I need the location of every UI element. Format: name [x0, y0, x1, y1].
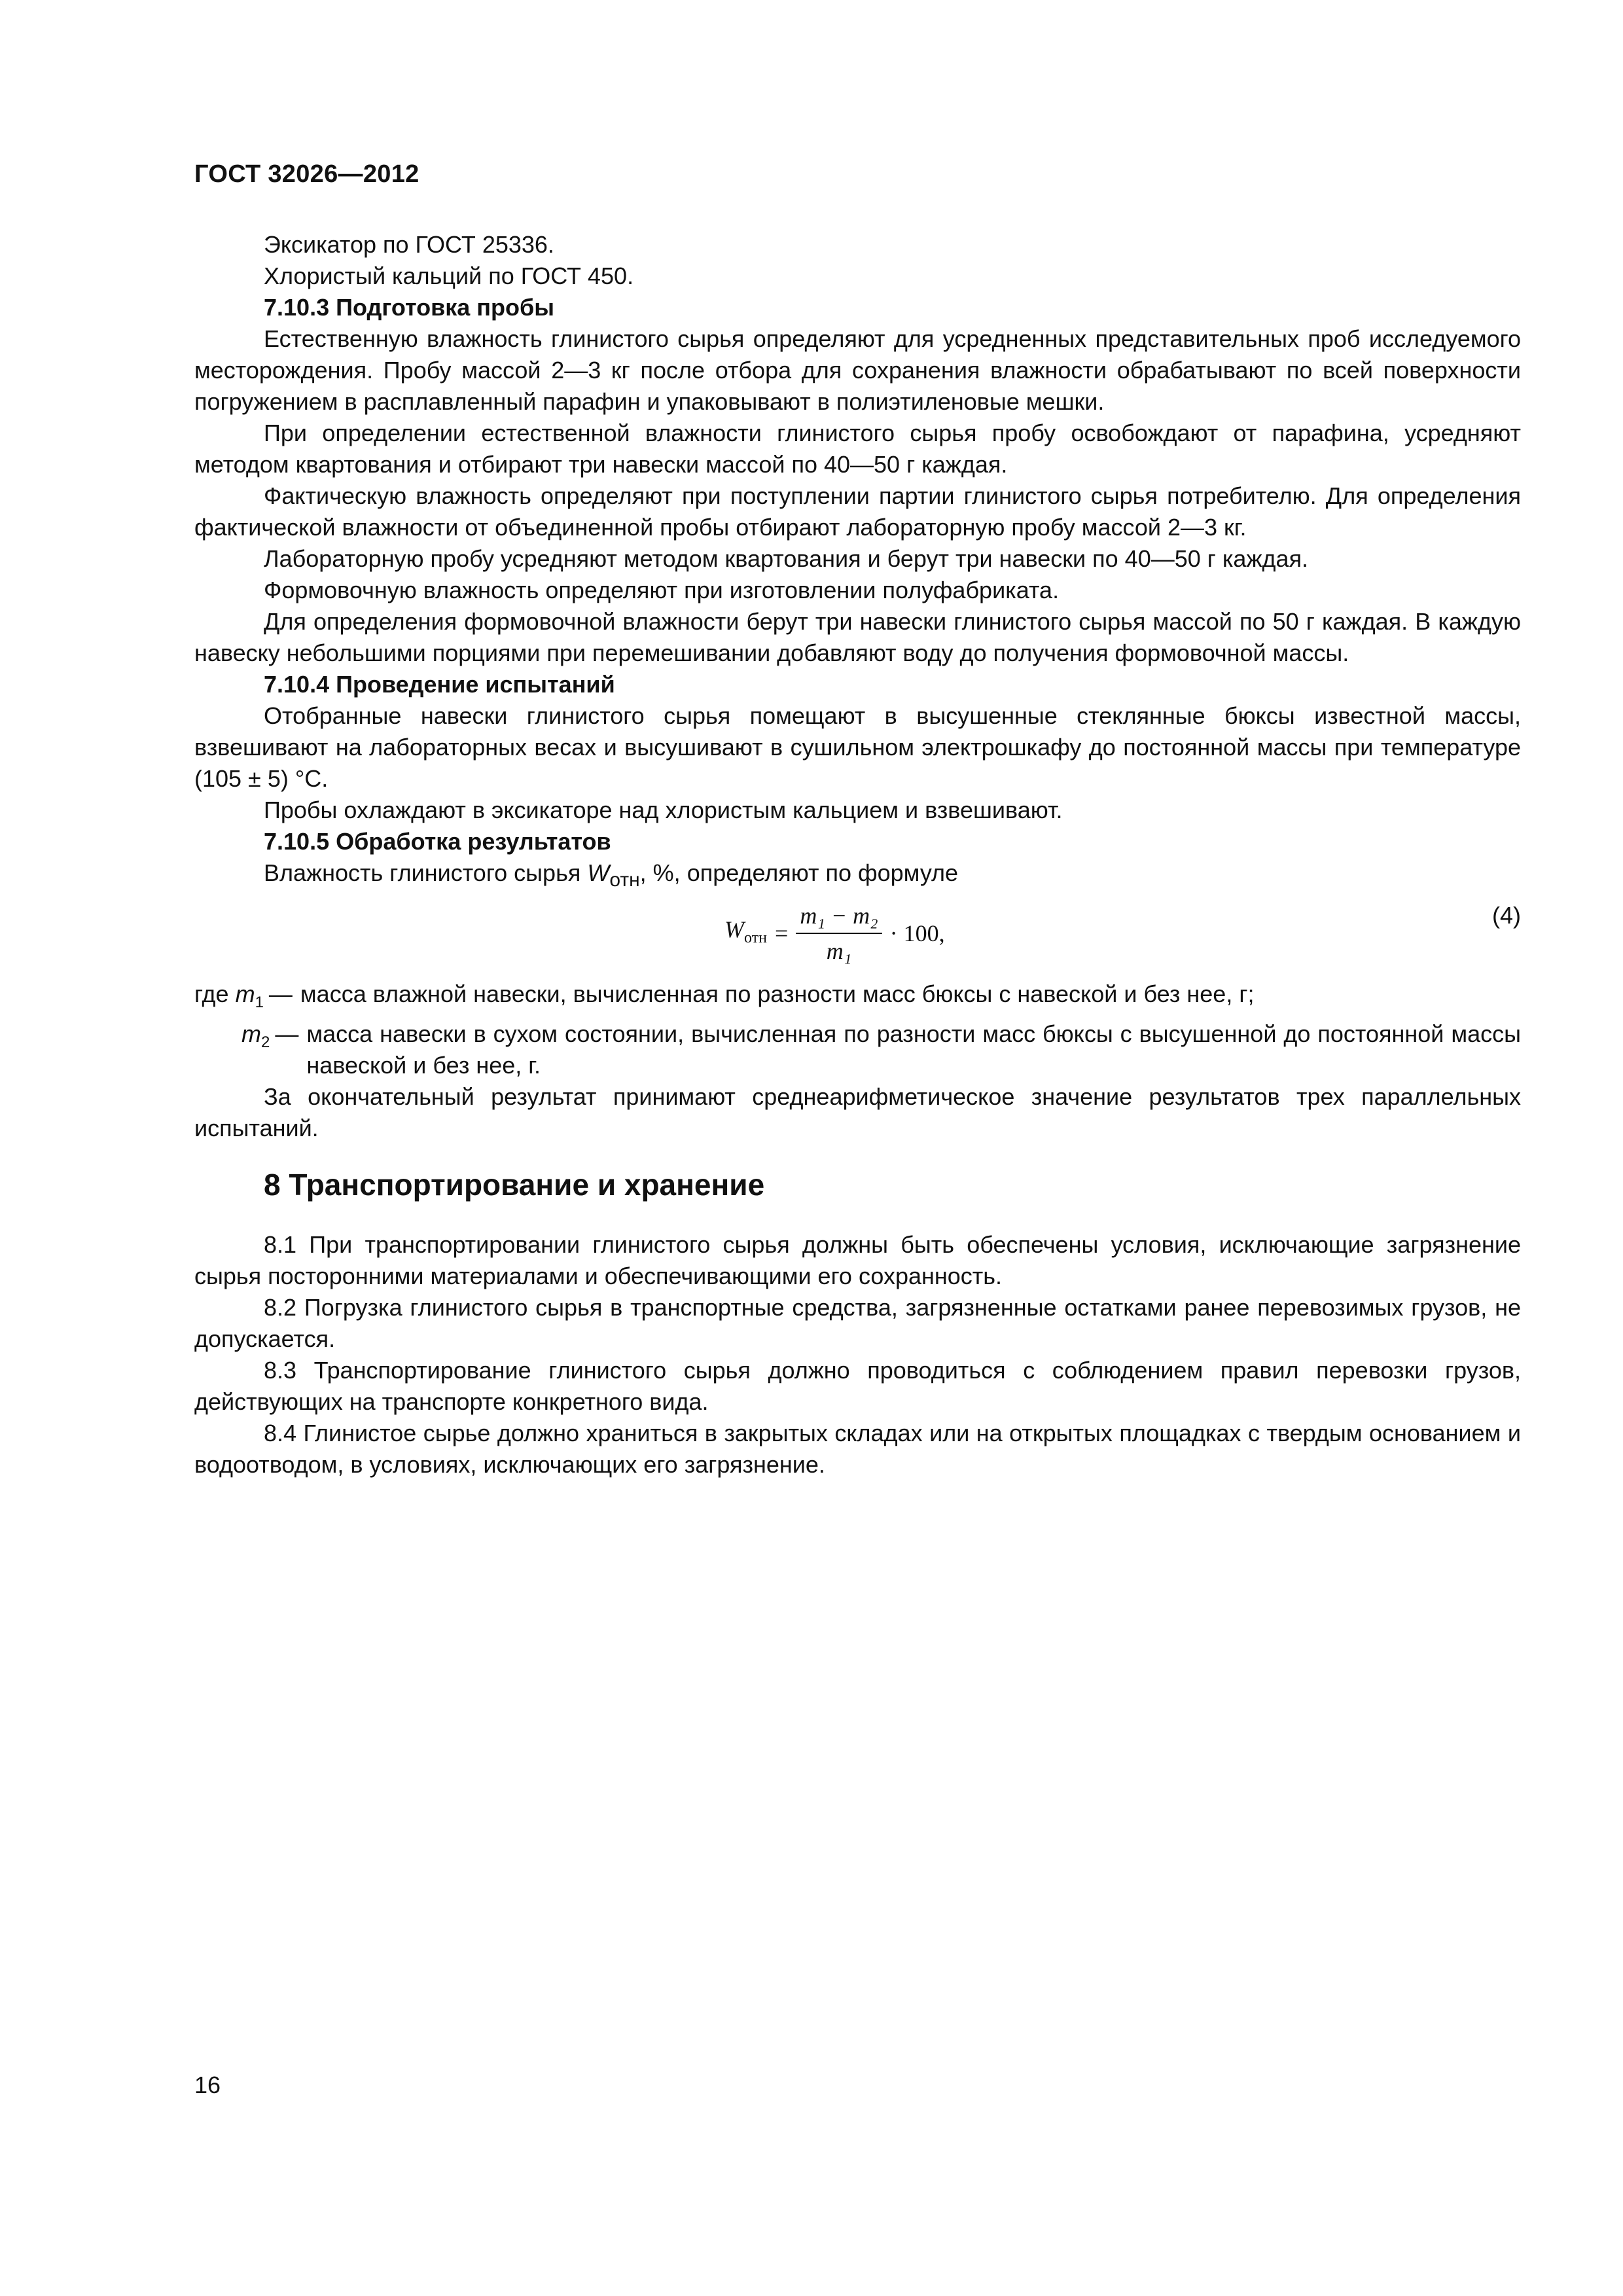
formula-numerator: m₁ − m₂: [796, 900, 882, 934]
section-heading-8: 8 Транспортирование и хранение: [264, 1168, 765, 1202]
paragraph: Отобранные навески глинистого сырья помещают в высушенные стеклянные бюксы известной массы, взвешивают на лабораторных весах и высушивают в сушильном электрошкафу до постоянной массы при температуре (105 ± 5) °С.: [194, 702, 1521, 792]
paragraph: 8.2 Погрузка глинистого сырья в транспортные средства, загрязненные остатками ранее перевозимых грузов, не допускается.: [194, 1294, 1521, 1353]
page-number: 16: [194, 2072, 221, 2098]
paragraph: Фактическую влажность определяют при поступлении партии глинистого сырья потребителю. Для определения фактической влажности от объединенной пробы отбирают лабораторную пробу массой 2—3 кг.: [194, 482, 1521, 541]
subsection-heading-7-10-3: 7.10.3 Подготовка пробы: [264, 294, 554, 321]
where-word: где: [194, 980, 229, 1008]
formula-tail: · 100,: [889, 920, 945, 947]
subsection-heading-7-10-5: 7.10.5 Обработка результатов: [264, 828, 611, 855]
paragraph: Формовочную влажность определяют при изготовлении полуфабриката.: [264, 577, 1060, 603]
paragraph: 8.4 Глинистое сырье должно храниться в закрытых складах или на открытых площадках с твердым основанием и водоотводом, в условиях, исключающих его загрязнение.: [194, 1420, 1521, 1479]
paragraph: Пробы охлаждают в эксикаторе над хлористым кальцием и взвешивают.: [264, 797, 1063, 823]
paragraph: За окончательный результат принимают среднеарифметическое значение результатов трех параллельных испытаний.: [194, 1083, 1521, 1142]
formula-fraction: [796, 900, 882, 967]
formula-intro: Влажность глинистого сырья $W_{отн}$, %, определяют по формуле: [264, 859, 959, 891]
paragraph: При определении естественной влажности глинистого сырья пробу освобождают от парафина, усредняют методом квартования и отбирают три навески массой по 40—50 г каждая.: [194, 420, 1521, 478]
formula-lhs: $W_{отн}$: [724, 916, 768, 946]
definition-m2: $m_2$ — масса навески в сухом состоянии, вычисленная по разности масс бюксы с высушенной до постоянной массы навеской и без нее, г.: [241, 1020, 1521, 1079]
variable-w: W: [587, 859, 610, 886]
subsection-heading-7-10-4: 7.10.4 Проведение испытаний: [264, 671, 615, 698]
formula-equals: =: [775, 920, 789, 947]
paragraph: Эксикатор по ГОСТ 25336.: [264, 231, 554, 258]
paragraph: Лабораторную пробу усредняют методом квартования и берут три навески по 40—50 г каждая.: [264, 545, 1309, 572]
definition-m1: где $m_1$ — масса влажной навески, вычисленная по разности масс бюксы с навеской и без нее, г;: [194, 980, 1255, 1012]
formula-number: (4): [1492, 902, 1521, 929]
paragraph: Естественную влажность глинистого сырья определяют для усредненных представительных проб исследуемого месторождения. Пробу массой 2—3 кг после отбора для сохранения влажности обрабатывают по всей поверхности погружением в расплавленный парафин и упаковывают в полиэтиленовые мешки.: [194, 325, 1521, 415]
moisture-formula: [724, 897, 945, 969]
document-body: [194, 229, 1521, 1480]
formula-denominator: m₁: [826, 938, 852, 965]
document-code: ГОСТ 32026—2012: [194, 160, 419, 188]
paragraph: Для определения формовочной влажности берут три навески глинистого сырья массой по 50 г каждая. В каждую навеску небольшими порциями при перемешивании добавляют воду до получения формовочной массы.: [194, 608, 1521, 666]
paragraph: Хлористый кальций по ГОСТ 450.: [264, 262, 634, 289]
paragraph: 8.1 При транспортировании глинистого сырья должны быть обеспечены условия, исключающие загрязнение сырья посторонними материалами и обеспечивающими его сохранность.: [194, 1231, 1521, 1290]
formula-block: [194, 897, 1521, 969]
paragraph: 8.3 Транспортирование глинистого сырья должно проводиться с соблюдением правил перевозки грузов, действующих на транспорте конкретного вида.: [194, 1357, 1521, 1416]
